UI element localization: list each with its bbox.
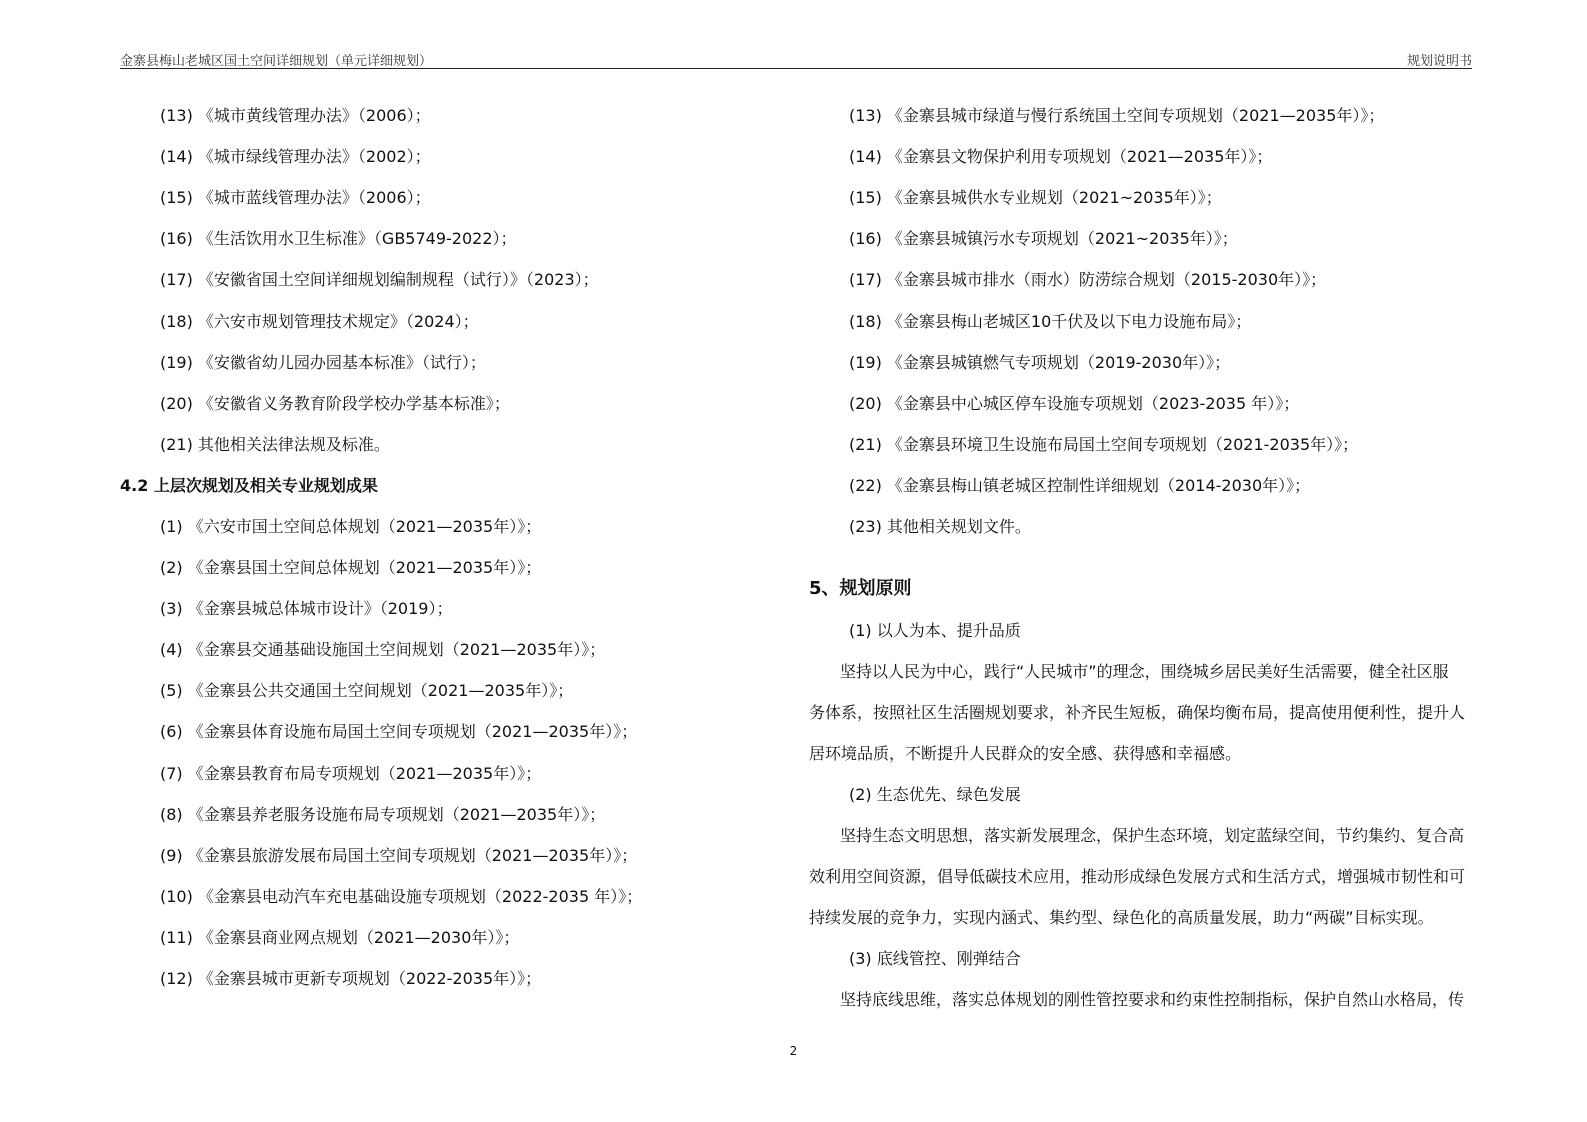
list-item: (2) 《金寨县国土空间总体规划（2021—2035年）》； <box>160 558 542 577</box>
section-heading: 4.2 上层次规划及相关专业规划成果 <box>120 476 378 495</box>
page-number: 2 <box>789 1044 798 1058</box>
list-item: (18) 《六安市规划管理技术规定》（2024）； <box>160 312 479 331</box>
list-item: (8) 《金寨县养老服务设施布局专项规划（2021—2035年）》； <box>160 805 606 824</box>
list-item: (17) 《安徽省国土空间详细规划编制规程（试行）》（2023）； <box>160 270 599 289</box>
page-header <box>120 48 1472 69</box>
list-item: (4) 《金寨县交通基础设施国土空间规划（2021—2035年）》； <box>160 640 606 659</box>
list-item: (9) 《金寨县旅游发展布局国土空间专项规划（2021—2035年）》； <box>160 846 638 865</box>
principle-title: (2) 生态优先、绿色发展 <box>849 785 1021 804</box>
list-item: (22) 《金寨县梅山镇老城区控制性详细规划（2014-2030年）》； <box>849 476 1311 495</box>
paragraph-line: 坚持以人民为中心，践行“人民城市”的理念，围绕城乡居民美好生活需要，健全社区服 <box>840 662 1449 681</box>
list-item: (17) 《金寨县城市排水（雨水）防涝综合规划（2015-2030年）》； <box>849 270 1327 289</box>
principle-title: (3) 底线管控、刚弹结合 <box>849 949 1021 968</box>
list-item: (21) 《金寨县环境卫生设施布局国土空间专项规划（2021-2035年）》； <box>849 435 1359 454</box>
list-item: (15) 《城市蓝线管理办法》（2006）； <box>160 188 431 207</box>
list-item: (20) 《安徽省义务教育阶段学校办学基本标准》； <box>160 394 510 413</box>
principle-title: (1) 以人为本、提升品质 <box>849 621 1021 640</box>
list-item: (23) 其他相关规划文件。 <box>849 517 1031 536</box>
list-item: (13) 《城市黄线管理办法》（2006）； <box>160 106 431 125</box>
paragraph-line: 坚持生态文明思想，落实新发展理念，保护生态环境，划定蓝绿空间，节约集约、复合高 <box>840 826 1465 845</box>
list-item: (14) 《城市绿线管理办法》（2002）； <box>160 147 431 166</box>
list-item: (18) 《金寨县梅山老城区10千伏及以下电力设施布局》； <box>849 312 1252 331</box>
list-item: (16) 《生活饮用水卫生标准》（GB5749-2022）； <box>160 229 517 248</box>
list-item: (16) 《金寨县城镇污水专项规划（2021~2035年）》； <box>849 229 1238 248</box>
list-item: (20) 《金寨县中心城区停车设施专项规划（2023-2035 年）》； <box>849 394 1300 413</box>
paragraph-line: 务体系，按照社区生活圈规划要求，补齐民生短板，确保均衡布局，提高使用便利性，提升人 <box>809 703 1466 722</box>
paragraph-line: 居环境品质，不断提升人民群众的安全感、获得感和幸福感。 <box>809 744 1242 763</box>
list-item: (11) 《金寨县商业网点规划（2021—2030年）》； <box>160 928 520 947</box>
list-item: (14) 《金寨县文物保护利用专项规划（2021—2035年）》； <box>849 147 1273 166</box>
list-item: (13) 《金寨县城市绿道与慢行系统国土空间专项规划（2021—2035年）》； <box>849 106 1385 125</box>
list-item: (15) 《金寨县城供水专业规划（2021~2035年）》； <box>849 188 1222 207</box>
document-type: 规划说明书 <box>1406 54 1472 69</box>
list-item: (1) 《六安市国土空间总体规划（2021—2035年）》； <box>160 517 542 536</box>
list-item: (10) 《金寨县电动汽车充电基础设施专项规划（2022-2035 年）》； <box>160 887 643 906</box>
list-item: (19) 《金寨县城镇燃气专项规划（2019-2030年）》； <box>849 353 1231 372</box>
list-item: (7) 《金寨县教育布局专项规划（2021—2035年）》； <box>160 764 542 783</box>
paragraph-line: 效利用空间资源，倡导低碳技术应用，推动形成绿色发展方式和生活方式，增强城市韧性和可 <box>809 867 1466 886</box>
list-item: (19) 《安徽省幼儿园办园基本标准》（试行）； <box>160 353 486 372</box>
paragraph-line: 坚持底线思维，落实总体规划的刚性管控要求和约束性控制指标，保护自然山水格局，传 <box>840 990 1465 1009</box>
list-item: (12) 《金寨县城市更新专项规划（2022-2035年）》； <box>160 969 542 988</box>
list-item: (5) 《金寨县公共交通国土空间规划（2021—2035年）》； <box>160 681 574 700</box>
section-heading: 5、规划原则 <box>809 578 912 599</box>
paragraph-line: 持续发展的竞争力，实现内涵式、集约型、绿色化的高质量发展，助力“两碳”目标实现。 <box>809 908 1434 927</box>
list-item: (3) 《金寨县城总体城市设计》（2019）； <box>160 599 453 618</box>
list-item: (6) 《金寨县体育设施布局国土空间专项规划（2021—2035年）》； <box>160 722 638 741</box>
list-item: (21) 其他相关法律法规及标准。 <box>160 435 390 454</box>
document-title: 金寨县梅山老城区国土空间详细规划（单元详细规划） <box>120 54 433 69</box>
